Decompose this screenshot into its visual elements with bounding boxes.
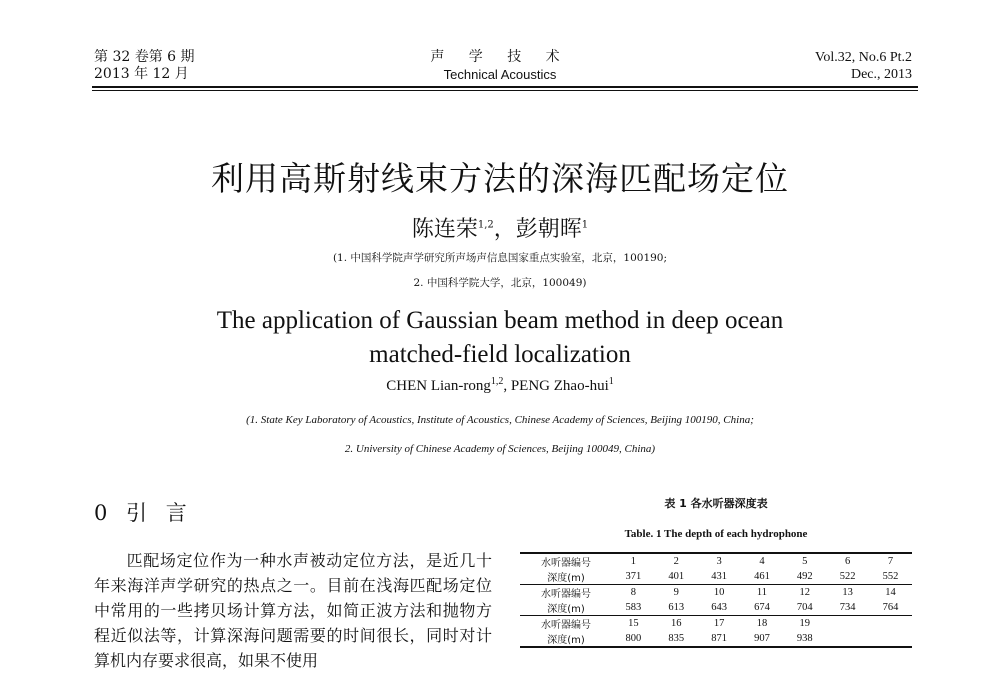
table-cell: 552 — [869, 569, 912, 585]
table-cell: 3 — [698, 553, 741, 569]
author-1-cn-sup: 1,2 — [477, 219, 494, 231]
author-1-en: CHEN Lian-rong — [386, 378, 491, 394]
affiliation-en-2: 2. University of Chinese Academy of Sciences, Beijing 100049, China) — [344, 443, 656, 455]
table-cell: 19 — [799, 618, 811, 629]
table-cell: 871 — [698, 631, 741, 647]
author-2-cn: 彭朝晖 — [515, 217, 582, 242]
row-label-hydrophone: 水听器编号 — [541, 620, 591, 631]
table-cell: 371 — [612, 569, 655, 585]
depth-row — [520, 600, 912, 616]
row-label-depth: 深度(m) — [520, 569, 612, 585]
paper-title-cn: 利用高斯射线束方法的深海匹配场定位 — [211, 159, 789, 198]
table-cell: 14 — [885, 587, 896, 598]
journal-name-en: Technical Acoustics — [443, 67, 557, 82]
table-cell — [826, 616, 869, 632]
row-label-hydrophone: 水听器编号 — [541, 589, 591, 600]
paper-title-en-line1: The application of Gaussian beam method in deep ocean — [216, 307, 784, 334]
journal-name-cn: 声 学 技 术 — [430, 49, 570, 65]
header-rule — [92, 86, 918, 88]
table-cell: 18 — [756, 618, 768, 629]
table-cell — [869, 631, 912, 647]
hydrophone-id-row — [520, 585, 912, 601]
hydrophone-id-row — [520, 553, 912, 569]
intro-paragraph — [94, 548, 492, 673]
row-label-depth: 深度(m) — [520, 600, 612, 616]
table-cell: 6 — [826, 553, 869, 569]
table-cell: 1 — [612, 553, 655, 569]
table-cell: 643 — [698, 600, 741, 616]
depth-row — [520, 631, 912, 647]
authors-cn — [0, 212, 1000, 243]
intro-paragraph-text: 匹配场定位作为一种水声被动定位方法，是近几十年来海洋声学研究的热点之一。目前在浅海匹配场定位中常用的一些拷贝场计算方法，如简正波方法和抛物方程近似法等，计算深海问题需要的时间很长，同时对计算机内存要求很高，如果不使用 — [94, 551, 492, 670]
section-heading: 0 引 言 — [94, 501, 193, 525]
table-cell: 674 — [741, 600, 784, 616]
table-cell: 835 — [655, 631, 698, 647]
author-sep-en: , — [503, 378, 511, 394]
row-label-depth: 深度(m) — [520, 631, 612, 647]
depth-row — [520, 569, 912, 585]
header-rule-thin — [92, 90, 918, 91]
issue-date: 2013 年 12 月 — [94, 66, 189, 82]
table-cell: 8 — [630, 587, 637, 598]
hydrophone-depth-table — [520, 552, 912, 648]
table-cell: 16 — [671, 618, 682, 629]
volume-issue: 第 32 卷第 6 期 — [94, 49, 195, 65]
table-cell: 583 — [612, 600, 655, 616]
table-cell: 9 — [673, 587, 679, 598]
table-cell — [826, 631, 869, 647]
table-cell: 431 — [698, 569, 741, 585]
author-2-en-sup: 1 — [608, 376, 614, 387]
journal-issue-en — [815, 49, 912, 83]
affiliation-cn-2: 2. 中国科学院大学，北京，100049) — [413, 277, 587, 289]
paper-title-en-line2: matched-field localization — [369, 341, 631, 368]
table-cell: 15 — [628, 618, 639, 629]
affiliation-cn-1: (1. 中国科学院声学研究所声场声信息国家重点实验室，北京，100190; — [332, 252, 668, 264]
volume-issue-en: Vol.32, No.6 Pt.2 — [815, 50, 912, 65]
table-cell: 12 — [799, 587, 811, 598]
table-cell: 11 — [756, 587, 768, 598]
table-cell: 4 — [741, 553, 784, 569]
paper-title-en — [0, 304, 1000, 372]
table-cell: 461 — [741, 569, 784, 585]
table-cell: 10 — [713, 587, 725, 598]
table-cell: 2 — [655, 553, 698, 569]
author-1-cn: 陈连荣 — [411, 217, 478, 242]
table-cell: 401 — [655, 569, 698, 585]
author-2-en: PENG Zhao-hui — [510, 378, 609, 394]
hydrophone-id-row — [520, 616, 912, 632]
table-cell — [869, 616, 912, 632]
table-cell: 613 — [655, 600, 698, 616]
table-cell: 734 — [826, 600, 869, 616]
table-cell: 17 — [713, 618, 725, 629]
issue-date-en: Dec., 2013 — [850, 67, 912, 82]
author-1-en-sup: 1,2 — [490, 376, 504, 387]
author-2-cn-sup: 1 — [581, 219, 589, 231]
table-cell: 764 — [869, 600, 912, 616]
table-cell: 522 — [826, 569, 869, 585]
table-cell: 800 — [612, 631, 655, 647]
affiliation-en-1: (1. State Key Laboratory of Acoustics, Institute of Acoustics, Chinese Academy of Sciences, Beijing 100190, China; — [246, 414, 754, 426]
table-cell: 5 — [783, 553, 826, 569]
authors-en — [0, 378, 1000, 395]
table-cell: 13 — [842, 587, 853, 598]
table-caption-en: Table. 1 The depth of each hydrophone — [624, 528, 808, 540]
row-label-hydrophone: 水听器编号 — [520, 553, 612, 569]
table-cell: 907 — [741, 631, 784, 647]
table-cell: 938 — [783, 631, 826, 647]
table-caption-cn: 表 1 各水听器深度表 — [664, 497, 768, 510]
table-cell: 492 — [783, 569, 826, 585]
table-cell: 7 — [869, 553, 912, 569]
table-cell: 704 — [783, 600, 826, 616]
author-sep-cn: ， — [493, 217, 516, 242]
